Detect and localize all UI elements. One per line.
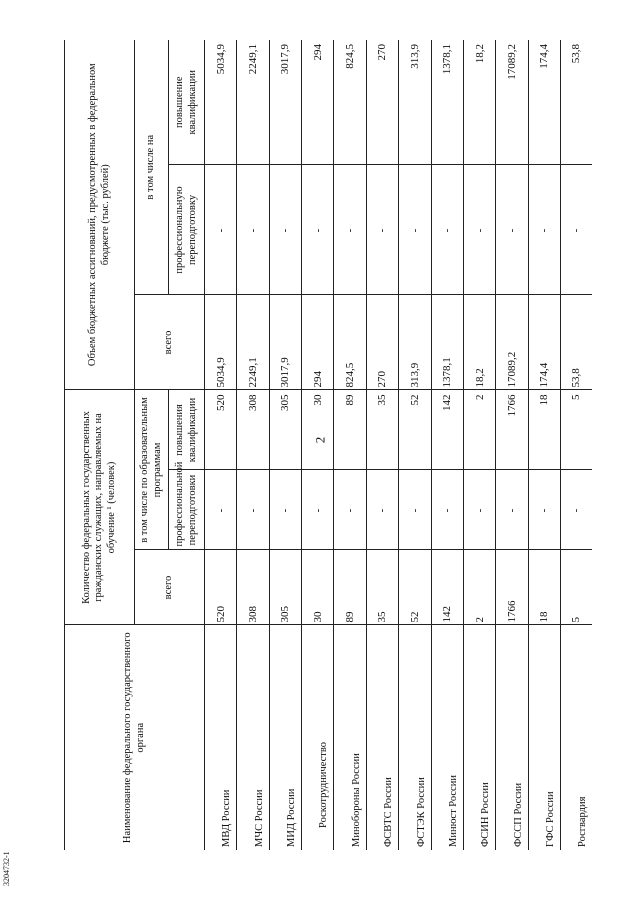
- table-row: [399, 40, 431, 850]
- count-retraining-cell: -: [366, 470, 398, 550]
- agency-name-cell: ФСВТС России: [366, 625, 398, 850]
- table-body: [205, 40, 593, 850]
- budget-advanced-cell: 18,2: [463, 40, 495, 165]
- budget-total-cell: 53,8: [560, 295, 592, 390]
- budget-advanced-cell: 294: [302, 40, 334, 165]
- agency-name-cell: Роскотрудничество: [302, 625, 334, 850]
- count-advanced-cell: 89: [334, 390, 366, 470]
- header-count-retraining: профессиональной переподготовки: [169, 470, 205, 550]
- count-advanced-cell: 2: [463, 390, 495, 470]
- budget-retraining-cell: -: [463, 165, 495, 295]
- table-row: [560, 40, 592, 850]
- budget-retraining-cell: -: [334, 165, 366, 295]
- header-count-group: Количество федеральных государственных гражданских служащих, направляемых на обучение ¹ (человек): [65, 390, 135, 625]
- agency-name-cell: Росгвардия: [560, 625, 592, 850]
- agency-name-cell: ФСТЭК России: [399, 625, 431, 850]
- budget-retraining-cell: -: [560, 165, 592, 295]
- table-row: [334, 40, 366, 850]
- budget-advanced-cell: 174,4: [528, 40, 560, 165]
- count-total-cell: 308: [237, 550, 269, 625]
- count-retraining-cell: -: [528, 470, 560, 550]
- count-total-cell: 30: [302, 550, 334, 625]
- budget-retraining-cell: -: [237, 165, 269, 295]
- table-row: [237, 40, 269, 850]
- page-number: 2: [312, 436, 327, 444]
- agency-name-cell: Минобороны России: [334, 625, 366, 850]
- count-retraining-cell: -: [496, 470, 528, 550]
- table-row: [463, 40, 495, 850]
- budget-total-cell: 270: [366, 295, 398, 390]
- count-retraining-cell: -: [302, 470, 334, 550]
- count-advanced-cell: 5: [560, 390, 592, 470]
- count-retraining-cell: -: [205, 470, 237, 550]
- count-retraining-cell: -: [431, 470, 463, 550]
- count-retraining-cell: -: [399, 470, 431, 550]
- count-total-cell: 305: [269, 550, 301, 625]
- count-total-cell: 142: [431, 550, 463, 625]
- table-row: [302, 40, 334, 850]
- header-count-total: всего: [135, 550, 205, 625]
- count-advanced-cell: 35: [366, 390, 398, 470]
- count-advanced-cell: 1766: [496, 390, 528, 470]
- header-budget-total: всего: [135, 295, 205, 390]
- header-count-advanced: повышения квалификации: [169, 390, 205, 470]
- budget-advanced-cell: 3017,9: [269, 40, 301, 165]
- budget-advanced-cell: 824,5: [334, 40, 366, 165]
- count-total-cell: 520: [205, 550, 237, 625]
- count-total-cell: 1766: [496, 550, 528, 625]
- budget-total-cell: 313,9: [399, 295, 431, 390]
- header-budget-incl: в том числе на: [135, 40, 169, 295]
- count-retraining-cell: -: [463, 470, 495, 550]
- footer-code: 3204732-1: [2, 851, 11, 886]
- budget-total-cell: 2249,1: [237, 295, 269, 390]
- budget-retraining-cell: -: [205, 165, 237, 295]
- budget-retraining-cell: -: [528, 165, 560, 295]
- budget-advanced-cell: 1378,1: [431, 40, 463, 165]
- count-retraining-cell: -: [334, 470, 366, 550]
- count-advanced-cell: 52: [399, 390, 431, 470]
- count-retraining-cell: -: [269, 470, 301, 550]
- header-budget-group: Объем бюджетных ассигнований, предусмотренных в федеральном бюджете (тыс. рублей): [65, 40, 135, 390]
- count-total-cell: 52: [399, 550, 431, 625]
- budget-advanced-cell: 17089,2: [496, 40, 528, 165]
- budget-retraining-cell: -: [399, 165, 431, 295]
- agency-name-cell: ГФС России: [528, 625, 560, 850]
- header-agency: Наименование федерального государственного органа: [65, 625, 205, 850]
- budget-total-cell: 294: [302, 295, 334, 390]
- agency-name-cell: МЧС России: [237, 625, 269, 850]
- agency-name-cell: ФСИН России: [463, 625, 495, 850]
- agency-name-cell: ФССП России: [496, 625, 528, 850]
- count-total-cell: 18: [528, 550, 560, 625]
- agency-name-cell: МВД России: [205, 625, 237, 850]
- table-row: [496, 40, 528, 850]
- budget-retraining-cell: -: [302, 165, 334, 295]
- budget-total-cell: 824,5: [334, 295, 366, 390]
- count-total-cell: 2: [463, 550, 495, 625]
- table-row: [528, 40, 560, 850]
- budget-total-cell: 1378,1: [431, 295, 463, 390]
- count-advanced-cell: 30: [302, 390, 334, 470]
- count-advanced-cell: 142: [431, 390, 463, 470]
- count-advanced-cell: 18: [528, 390, 560, 470]
- table-row: [431, 40, 463, 850]
- budget-total-cell: 3017,9: [269, 295, 301, 390]
- count-advanced-cell: 308: [237, 390, 269, 470]
- budget-advanced-cell: 270: [366, 40, 398, 165]
- header-count-incl: в том числе по образовательным программам: [135, 390, 169, 550]
- header-budget-retraining: профессиональную переподготовку: [169, 165, 205, 295]
- table-row: [205, 40, 237, 850]
- header-budget-advanced: повышение квалификации: [169, 40, 205, 165]
- count-total-cell: 89: [334, 550, 366, 625]
- budget-advanced-cell: 5034,9: [205, 40, 237, 165]
- budget-table: [64, 40, 592, 850]
- budget-advanced-cell: 2249,1: [237, 40, 269, 165]
- budget-total-cell: 18,2: [463, 295, 495, 390]
- budget-retraining-cell: -: [431, 165, 463, 295]
- count-advanced-cell: 520: [205, 390, 237, 470]
- count-total-cell: 35: [366, 550, 398, 625]
- budget-retraining-cell: -: [366, 165, 398, 295]
- rotated-table-container: [64, 40, 592, 850]
- budget-total-cell: 17089,2: [496, 295, 528, 390]
- table-row: [366, 40, 398, 850]
- budget-retraining-cell: -: [496, 165, 528, 295]
- count-advanced-cell: 305: [269, 390, 301, 470]
- budget-total-cell: 174,4: [528, 295, 560, 390]
- table-row: [269, 40, 301, 850]
- count-total-cell: 5: [560, 550, 592, 625]
- count-retraining-cell: -: [237, 470, 269, 550]
- budget-retraining-cell: -: [269, 165, 301, 295]
- budget-total-cell: 5034,9: [205, 295, 237, 390]
- count-retraining-cell: -: [560, 470, 592, 550]
- agency-name-cell: МИД России: [269, 625, 301, 850]
- budget-advanced-cell: 313,9: [399, 40, 431, 165]
- agency-name-cell: Минюст России: [431, 625, 463, 850]
- budget-advanced-cell: 53,8: [560, 40, 592, 165]
